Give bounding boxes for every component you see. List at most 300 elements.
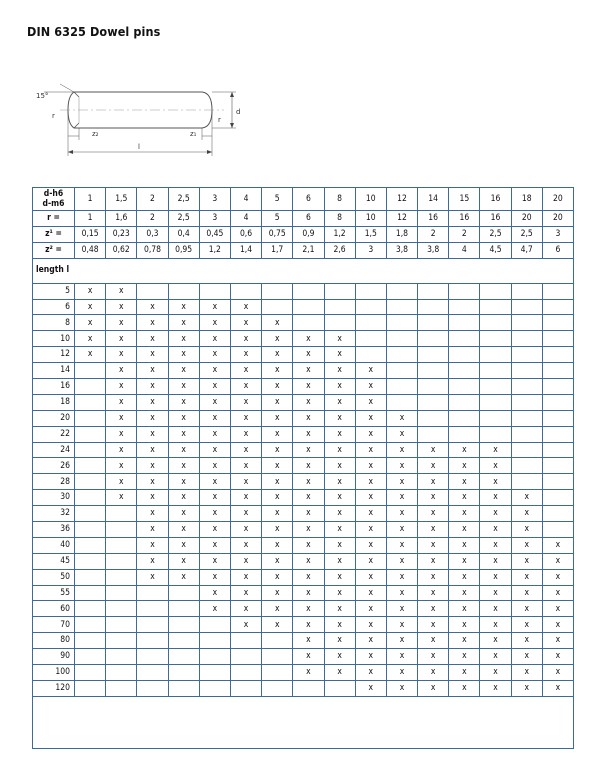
cell-z2: 4,5 [480,242,511,258]
empty-cell [480,283,511,299]
availability-mark: x [168,379,199,395]
availability-mark: x [262,490,293,506]
empty-cell [542,347,573,363]
availability-mark: x [480,553,511,569]
empty-cell [137,633,168,649]
availability-mark: x [449,585,480,601]
availability-mark: x [355,553,386,569]
availability-mark: x [293,474,324,490]
availability-mark: x [355,490,386,506]
availability-mark: x [542,601,573,617]
availability-mark: x [386,490,417,506]
empty-cell [511,283,542,299]
empty-cell [511,299,542,315]
availability-mark: x [355,680,386,696]
availability-mark: x [511,506,542,522]
empty-cell [137,283,168,299]
empty-cell [449,379,480,395]
empty-cell [542,410,573,426]
empty-cell [75,363,106,379]
table-row [33,347,574,363]
availability-mark: x [293,649,324,665]
availability-mark: x [230,490,261,506]
empty-cell [480,331,511,347]
length-value: 45 [33,553,75,569]
availability-mark: x [449,680,480,696]
availability-mark: x [168,458,199,474]
availability-mark: x [386,410,417,426]
cell-d_h6: 8 [324,188,355,211]
empty-cell [386,347,417,363]
length-value: 10 [33,331,75,347]
availability-mark: x [386,522,417,538]
label-diameter [33,188,75,211]
availability-mark: x [324,442,355,458]
availability-mark: x [511,617,542,633]
availability-mark: x [106,283,137,299]
cell-r: 2,5 [168,211,199,227]
availability-mark: x [324,553,355,569]
empty-cell [75,569,106,585]
availability-mark: x [418,553,449,569]
label-length: length l [33,258,574,283]
length-value: 24 [33,442,75,458]
availability-mark: x [230,315,261,331]
availability-mark: x [137,426,168,442]
availability-mark: x [199,601,230,617]
availability-mark: x [480,474,511,490]
empty-cell [542,506,573,522]
availability-mark: x [106,394,137,410]
empty-cell [199,283,230,299]
availability-mark: x [542,633,573,649]
availability-mark: x [449,506,480,522]
table-row [33,442,574,458]
empty-cell [75,617,106,633]
availability-mark: x [168,442,199,458]
availability-mark: x [449,569,480,585]
availability-mark: x [324,649,355,665]
cell-r: 3 [199,211,230,227]
empty-cell [511,331,542,347]
availability-mark: x [355,379,386,395]
availability-mark: x [324,363,355,379]
availability-mark: x [75,347,106,363]
empty-cell [137,680,168,696]
availability-mark: x [449,474,480,490]
empty-cell [386,315,417,331]
empty-cell [418,283,449,299]
empty-cell [230,665,261,681]
cell-d_h6: 14 [418,188,449,211]
length-value: 36 [33,522,75,538]
cell-z2: 2,6 [324,242,355,258]
table-row [33,283,574,299]
availability-mark: x [355,426,386,442]
availability-mark: x [199,506,230,522]
table-row [33,394,574,410]
availability-mark: x [386,458,417,474]
cell-z2: 1,7 [262,242,293,258]
availability-mark: x [355,633,386,649]
availability-mark: x [324,426,355,442]
empty-cell [449,299,480,315]
empty-cell [262,649,293,665]
availability-mark: x [324,331,355,347]
empty-cell [542,363,573,379]
length-value: 80 [33,633,75,649]
cell-r: 4 [230,211,261,227]
empty-cell [230,283,261,299]
cell-z2: 0,48 [75,242,106,258]
availability-mark: x [262,442,293,458]
empty-cell [542,442,573,458]
length-value: 14 [33,363,75,379]
availability-mark: x [230,537,261,553]
empty-cell [75,506,106,522]
cell-z2: 0,78 [137,242,168,258]
availability-mark: x [511,680,542,696]
empty-cell [480,410,511,426]
availability-mark: x [355,458,386,474]
availability-mark: x [262,347,293,363]
availability-mark: x [293,458,324,474]
label-z1: z₁ [190,130,197,138]
cell-z1: 0,23 [106,226,137,242]
availability-mark: x [262,331,293,347]
empty-cell [480,315,511,331]
length-value: 100 [33,665,75,681]
availability-mark: x [230,394,261,410]
empty-cell [199,617,230,633]
empty-cell [480,347,511,363]
availability-mark: x [137,458,168,474]
availability-mark: x [262,379,293,395]
availability-mark: x [293,410,324,426]
availability-mark: x [480,506,511,522]
table-row [33,490,574,506]
availability-mark: x [293,379,324,395]
availability-mark: x [199,379,230,395]
label-d-h6: d-h6 [43,189,64,199]
cell-z2: 4 [449,242,480,258]
empty-cell [480,394,511,410]
availability-mark: x [324,347,355,363]
cell-d_h6: 10 [355,188,386,211]
availability-mark: x [355,506,386,522]
availability-mark: x [293,665,324,681]
empty-cell [75,649,106,665]
length-value: 60 [33,601,75,617]
availability-mark: x [199,585,230,601]
availability-mark: x [418,522,449,538]
empty-cell [355,315,386,331]
empty-cell [168,585,199,601]
availability-mark: x [230,442,261,458]
availability-mark: x [480,617,511,633]
length-value: 55 [33,585,75,601]
availability-mark: x [511,553,542,569]
cell-r: 12 [386,211,417,227]
cell-r: 1 [75,211,106,227]
availability-mark: x [386,537,417,553]
empty-cell [542,394,573,410]
availability-mark: x [106,474,137,490]
availability-mark: x [386,601,417,617]
cell-r: 10 [355,211,386,227]
empty-cell [75,585,106,601]
empty-cell [137,601,168,617]
availability-mark: x [293,347,324,363]
availability-mark: x [449,601,480,617]
availability-mark: x [262,585,293,601]
availability-mark: x [199,553,230,569]
availability-mark: x [199,490,230,506]
cell-z2: 0,95 [168,242,199,258]
length-value: 28 [33,474,75,490]
empty-cell [418,299,449,315]
availability-mark: x [355,410,386,426]
empty-cell [542,426,573,442]
length-value: 32 [33,506,75,522]
empty-cell [511,394,542,410]
length-value: 40 [33,537,75,553]
empty-cell [355,299,386,315]
availability-mark: x [355,665,386,681]
availability-mark: x [293,442,324,458]
availability-mark: x [511,601,542,617]
availability-mark: x [542,585,573,601]
availability-mark: x [324,665,355,681]
empty-cell [137,617,168,633]
empty-cell [449,410,480,426]
availability-mark: x [293,617,324,633]
availability-mark: x [230,426,261,442]
availability-mark: x [137,347,168,363]
table-row [33,585,574,601]
availability-mark: x [168,553,199,569]
length-value: 22 [33,426,75,442]
availability-mark: x [324,379,355,395]
empty-cell [511,474,542,490]
availability-mark: x [262,474,293,490]
availability-mark: x [480,585,511,601]
empty-cell [324,315,355,331]
availability-mark: x [137,363,168,379]
availability-mark: x [449,537,480,553]
empty-cell [324,299,355,315]
availability-mark: x [293,506,324,522]
table-row [33,569,574,585]
cell-d_h6: 4 [230,188,261,211]
length-value: 30 [33,490,75,506]
availability-mark: x [168,490,199,506]
availability-mark: x [480,490,511,506]
availability-mark: x [511,490,542,506]
availability-mark: x [262,553,293,569]
empty-cell [75,665,106,681]
empty-cell [137,649,168,665]
availability-mark: x [230,506,261,522]
empty-cell [355,347,386,363]
page-title: DIN 6325 Dowel pins [27,24,161,39]
availability-mark: x [293,522,324,538]
availability-mark: x [355,585,386,601]
blank-cell [33,696,574,748]
cell-z2: 3 [355,242,386,258]
table-row [33,537,574,553]
empty-cell [511,426,542,442]
availability-mark: x [511,649,542,665]
availability-mark: x [106,442,137,458]
empty-cell [418,410,449,426]
row-length-header [33,258,574,283]
label-d: d [236,108,241,116]
cell-d_h6: 18 [511,188,542,211]
empty-cell [199,649,230,665]
availability-mark: x [418,506,449,522]
availability-mark: x [355,537,386,553]
availability-mark: x [230,617,261,633]
empty-cell [75,490,106,506]
empty-cell [106,522,137,538]
availability-mark: x [480,633,511,649]
empty-cell [168,649,199,665]
length-value: 20 [33,410,75,426]
availability-mark: x [106,347,137,363]
availability-mark: x [386,633,417,649]
cell-r: 8 [324,211,355,227]
availability-mark: x [480,522,511,538]
availability-mark: x [418,680,449,696]
table-row [33,633,574,649]
empty-cell [449,347,480,363]
availability-mark: x [324,410,355,426]
availability-mark: x [262,506,293,522]
table-row [33,379,574,395]
empty-cell [542,474,573,490]
availability-mark: x [449,649,480,665]
empty-cell [511,379,542,395]
empty-cell [168,601,199,617]
cell-z1: 0,15 [75,226,106,242]
availability-mark: x [386,569,417,585]
empty-cell [262,299,293,315]
empty-cell [418,394,449,410]
empty-cell [293,283,324,299]
availability-mark: x [418,442,449,458]
availability-mark: x [262,522,293,538]
availability-mark: x [449,522,480,538]
empty-cell [542,331,573,347]
availability-mark: x [418,601,449,617]
empty-cell [106,553,137,569]
empty-cell [75,601,106,617]
empty-cell [386,299,417,315]
cell-z1: 0,75 [262,226,293,242]
availability-mark: x [480,569,511,585]
availability-mark: x [75,315,106,331]
availability-mark: x [324,585,355,601]
availability-mark: x [137,537,168,553]
empty-cell [542,299,573,315]
availability-mark: x [262,537,293,553]
row-z2 [33,242,574,258]
table-row [33,522,574,538]
empty-cell [168,617,199,633]
availability-mark: x [324,490,355,506]
availability-mark: x [355,569,386,585]
empty-cell [324,680,355,696]
cell-z1: 0,4 [168,226,199,242]
empty-cell [106,537,137,553]
cell-d_h6: 3 [199,188,230,211]
availability-mark: x [199,474,230,490]
availability-mark: x [262,458,293,474]
cell-z2: 1,4 [230,242,261,258]
empty-cell [106,633,137,649]
availability-mark: x [262,569,293,585]
availability-mark: x [480,442,511,458]
availability-mark: x [386,506,417,522]
availability-mark: x [199,363,230,379]
empty-cell [418,347,449,363]
availability-mark: x [75,331,106,347]
table-row [33,506,574,522]
empty-cell [230,633,261,649]
availability-mark: x [293,394,324,410]
empty-cell [262,680,293,696]
availability-mark: x [386,680,417,696]
empty-cell [511,410,542,426]
availability-mark: x [418,649,449,665]
empty-cell [106,601,137,617]
empty-cell [168,283,199,299]
availability-mark: x [542,649,573,665]
cell-z2: 3,8 [418,242,449,258]
empty-cell [418,426,449,442]
empty-cell [168,633,199,649]
label-angle: 15° [36,92,49,100]
table-row [33,474,574,490]
availability-mark: x [137,506,168,522]
length-value: 26 [33,458,75,474]
empty-cell [75,537,106,553]
empty-cell [480,363,511,379]
availability-mark: x [293,569,324,585]
availability-mark: x [386,617,417,633]
availability-mark: x [230,379,261,395]
empty-cell [293,299,324,315]
availability-mark: x [230,410,261,426]
table-row [33,665,574,681]
table-row [33,299,574,315]
empty-cell [449,394,480,410]
empty-cell [75,394,106,410]
table-row [33,680,574,696]
availability-mark: x [355,522,386,538]
availability-mark: x [106,426,137,442]
availability-mark: x [511,522,542,538]
availability-mark: x [386,442,417,458]
availability-mark: x [511,665,542,681]
empty-cell [449,363,480,379]
empty-cell [230,680,261,696]
availability-mark: x [168,474,199,490]
cell-z1: 0,6 [230,226,261,242]
availability-mark: x [106,331,137,347]
availability-mark: x [137,553,168,569]
